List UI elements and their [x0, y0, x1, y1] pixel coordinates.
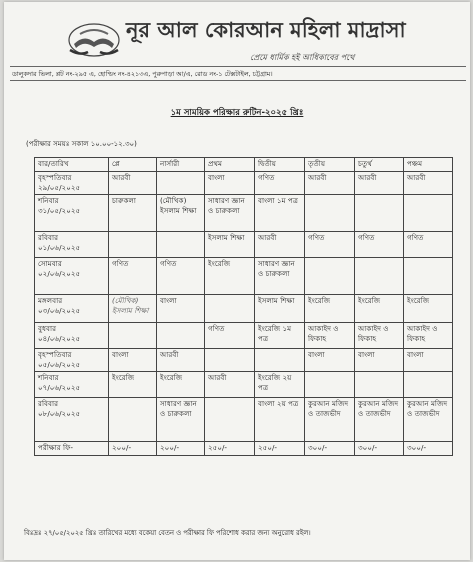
subject-cell	[205, 349, 255, 372]
subject-cell: বাংলা	[305, 349, 355, 372]
date-label: ০৪/০৬/২০২৫	[38, 334, 81, 343]
subject-cell	[109, 323, 157, 349]
subject-cell: সাধারণ জ্ঞান ও চারুকলা	[205, 195, 255, 232]
subject-cell: আরবী	[109, 172, 157, 195]
subject-cell: গণিত	[305, 232, 355, 258]
subject-cell: গণিত	[109, 258, 157, 295]
fee-amount: ৩০০/-	[305, 442, 355, 456]
fee-amount: ২০০/-	[157, 442, 205, 456]
exam-time: (পরীক্ষার সময়ঃ সকাল ১০.০০-১২.৩০)	[26, 140, 137, 148]
subject-cell: গণিত	[355, 232, 404, 258]
table-header-row	[35, 158, 453, 172]
subject-cell: ইংরেজি	[205, 258, 255, 295]
fee-amount: ৩০০/-	[404, 442, 453, 456]
column-header: নার্সারী	[157, 158, 205, 172]
subject-cell: বাংলা ১ম পত্র	[255, 195, 305, 232]
subject-cell: বাংলা	[404, 349, 453, 372]
subject-cell: আরবী	[157, 349, 205, 372]
subject-cell	[355, 372, 404, 398]
subject-cell	[305, 258, 355, 295]
day-date-cell	[35, 372, 109, 398]
fee-amount: ৩০০/-	[355, 442, 404, 456]
column-header: বার/তারিখ	[35, 158, 109, 172]
table-row	[35, 349, 453, 372]
table-row	[35, 232, 453, 258]
subject-cell	[205, 398, 255, 442]
date-label: ০৫/০৬/২০২৫	[38, 360, 81, 369]
table-row	[35, 258, 453, 295]
table-row	[35, 372, 453, 398]
day-label: বুধবার	[38, 324, 57, 333]
day-label: রবিবার	[38, 399, 59, 408]
day-label: রবিবার	[38, 233, 59, 242]
day-label: শনিবার	[38, 196, 59, 205]
column-header: পঞ্চম	[404, 158, 453, 172]
date-label: ০১/০৬/২০২৫	[38, 243, 81, 252]
subject-cell	[205, 295, 255, 323]
column-header: চতুর্থ	[355, 158, 404, 172]
subject-cell: আকাইদ ও ফিকাহ	[305, 323, 355, 349]
table-row	[35, 323, 453, 349]
column-header: প্লে	[109, 158, 157, 172]
subject-cell	[109, 398, 157, 442]
subject-cell: গণিত	[205, 323, 255, 349]
subject-cell	[404, 195, 453, 232]
subject-cell: ইংরেজি	[157, 372, 205, 398]
footnote: বিঃদ্রঃ ২৭/০৫/২০২৫ খ্রিঃ তারিখের মধ্যে বকেয়া বেতন ও পরীক্ষার ফি পরিশোধ করার জন্য অনুরোধ রইল।	[24, 529, 311, 537]
day-label: শনিবার	[38, 373, 59, 382]
subject-cell: বাংলা	[109, 349, 157, 372]
fee-amount: ২৫০/-	[255, 442, 305, 456]
header-divider-top	[10, 66, 466, 67]
date-label: ০৭/০৬/২০২৫	[38, 383, 81, 392]
day-label: বৃহস্পতিবার	[38, 173, 72, 182]
subject-cell: ইসলাম শিক্ষা	[255, 295, 305, 323]
table-row	[35, 195, 453, 232]
subject-cell: বাংলা	[157, 295, 205, 323]
day-date-cell	[35, 323, 109, 349]
column-header: তৃতীয়	[305, 158, 355, 172]
fee-label: পরীক্ষার ফি-	[35, 442, 109, 456]
date-label: ০৩/০৬/২০২৫	[38, 306, 81, 315]
subject-cell: আরবী	[255, 232, 305, 258]
subject-cell: ইংরেজি	[404, 295, 453, 323]
subject-cell	[305, 195, 355, 232]
subject-cell: সাধারণ জ্ঞান ও চারুকলা	[255, 258, 305, 295]
subject-cell	[157, 172, 205, 195]
subject-cell	[355, 195, 404, 232]
day-date-cell	[35, 195, 109, 232]
day-date-cell	[35, 258, 109, 295]
exam-routine-table	[34, 157, 453, 456]
fee-row	[35, 442, 453, 456]
subject-cell: গণিত	[404, 232, 453, 258]
column-header: দ্বিতীয়	[255, 158, 305, 172]
subject-cell: আরবী	[305, 172, 355, 195]
subject-cell	[305, 372, 355, 398]
subject-cell: আরবী	[355, 172, 404, 195]
subject-cell: ইংরেজি ১ম পত্র	[255, 323, 305, 349]
subject-cell	[355, 258, 404, 295]
day-date-cell	[35, 172, 109, 195]
routine-sheet	[4, 2, 470, 560]
subject-cell: (মৌখিক) ইসলাম শিক্ষা	[157, 195, 205, 232]
date-label: ৩১/০৫/২০২৫	[38, 206, 81, 215]
day-date-cell	[35, 349, 109, 372]
subject-cell	[157, 323, 205, 349]
subject-cell: চারুকলা	[109, 195, 157, 232]
subject-cell	[109, 232, 157, 258]
day-label: বৃহস্পতিবার	[38, 350, 72, 359]
subject-cell: (মৌখিক) ইসলাম শিক্ষা	[109, 295, 157, 323]
subject-cell: ইংরেজি	[355, 295, 404, 323]
fee-amount: ২০০/-	[109, 442, 157, 456]
subject-cell: ইংরেজি	[109, 372, 157, 398]
header-divider-bottom	[10, 80, 466, 81]
subject-cell: আরবী	[404, 172, 453, 195]
subject-cell: বাংলা ২য় পত্র	[255, 398, 305, 442]
subject-cell: আকাইদ ও ফিকাহ	[404, 323, 453, 349]
madrasa-address: ডালুকদার ভিলা, প্লট নং-২৯৫ এ, হোল্ডিং নং-৪২১৩এ, পুরুপাড়া আ/এ, রোড নং-১ টেক্সটাইল, চট্টগ্রাম।	[12, 70, 273, 78]
subject-cell: আরবী	[205, 372, 255, 398]
subject-cell: কুরআন মজিদ ও তাজভীদ	[305, 398, 355, 442]
madrasa-title: নূর আল কোরআন মহিলা মাদ্রাসা	[126, 17, 406, 42]
subject-cell: ইসলাম শিক্ষা	[205, 232, 255, 258]
day-date-cell	[35, 232, 109, 258]
subject-cell: গণিত	[255, 172, 305, 195]
subject-cell	[404, 372, 453, 398]
date-label: ০৮/০৬/২০২৫	[38, 409, 81, 418]
day-label: সোমবার	[38, 259, 62, 268]
subject-cell: গণিত	[157, 258, 205, 295]
subject-cell	[404, 258, 453, 295]
table-row	[35, 295, 453, 323]
day-label: মঙ্গলবার	[38, 296, 63, 305]
day-date-cell	[35, 398, 109, 442]
fee-amount: ২৫০/-	[205, 442, 255, 456]
open-book-hands-logo-icon	[66, 20, 122, 62]
day-date-cell	[35, 295, 109, 323]
subject-cell	[255, 349, 305, 372]
subject-cell: বাংলা	[205, 172, 255, 195]
subject-cell: ইংরেজি ২য় পত্র	[255, 372, 305, 398]
date-label: ২৯/০৫/২০২৫	[38, 183, 81, 192]
date-label: ০২/০৬/২০২৫	[38, 269, 81, 278]
madrasa-slogan: প্রেমে ধার্মিক হই আধিকাবের পথে	[250, 53, 355, 62]
subject-cell: বাংলা	[355, 349, 404, 372]
exam-title: ১ম সাময়িক পরিক্ষার রুটিন-২০২৫ খ্রিঃ	[170, 108, 304, 118]
subject-cell: সাধারণ জ্ঞান ও চারুকলা	[157, 398, 205, 442]
table-row	[35, 172, 453, 195]
column-header: প্রথম	[205, 158, 255, 172]
subject-cell	[157, 232, 205, 258]
subject-cell: কুরআন মজিদ ও তাজভীদ	[355, 398, 404, 442]
table-row	[35, 398, 453, 442]
subject-cell: আকাইদ ও ফিকাহ	[355, 323, 404, 349]
subject-cell: কুরআন মজিদ ও তাজভীদ	[404, 398, 453, 442]
subject-cell: ইংরেজি	[305, 295, 355, 323]
